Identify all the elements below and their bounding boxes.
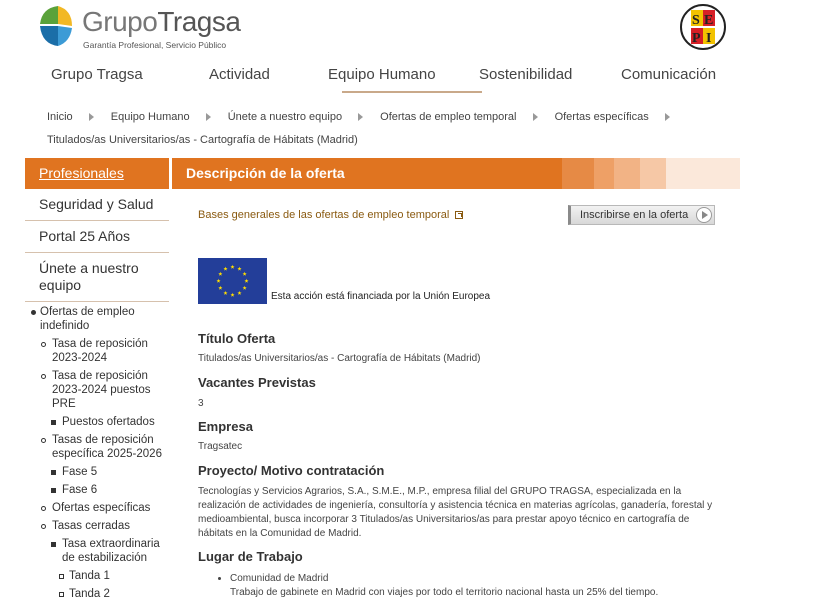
vacantes-heading: Vacantes Previstas <box>198 375 316 390</box>
breadcrumb <box>47 106 747 152</box>
lugar-detail: Trabajo de gabinete en Madrid con viajes por todo el territorio nacional hasta un 25% del tiempo. <box>230 587 659 598</box>
svg-text:I: I <box>706 31 712 46</box>
bullet-icon <box>41 374 46 379</box>
breadcrumb-arrow-icon <box>206 113 211 121</box>
nav-sostenibilidad[interactable]: Sostenibilidad <box>479 66 573 83</box>
tree-item-tanda-2[interactable]: Tanda 2 <box>69 588 110 600</box>
tree-item-tasas-2025[interactable]: Tasas de reposición específica 2025-2026 <box>52 434 162 460</box>
tragsa-leaf-icon <box>36 4 74 48</box>
breadcrumb-ofertas-temporal[interactable]: Ofertas de empleo temporal <box>380 111 517 123</box>
breadcrumb-current: Titulados/as Universitarios/as - Cartografía de Hábitats (Madrid) <box>47 134 358 146</box>
tree-item-ofertas-especificas[interactable]: Ofertas específicas <box>52 502 151 514</box>
logo-tagline: Garantía Profesional, Servicio Público <box>83 40 227 50</box>
inscribirse-button[interactable]: Inscribirse en la oferta <box>568 205 715 225</box>
breadcrumb-unete[interactable]: Únete a nuestro equipo <box>227 111 343 123</box>
tree-item-tasa-2023-pre[interactable]: Tasa de reposición 2023-2024 puestos PRE <box>52 370 151 410</box>
bases-generales-link[interactable]: Bases generales de las ofertas de empleo temporal <box>198 209 463 221</box>
logo-wordmark: GrupoTragsa <box>82 6 241 37</box>
bullet-icon <box>51 470 56 475</box>
bullet-icon <box>51 542 56 547</box>
svg-text:P: P <box>692 31 701 46</box>
nav-comunicacion[interactable]: Comunicación <box>621 66 717 83</box>
arrow-right-icon <box>696 207 712 223</box>
bullet-icon <box>41 524 46 529</box>
proyecto-description: Tecnologías y Servicios Agrarios, S.A., S.M.E., M.P., empresa filial del GRUPO TRAGSA, especializada en la realización de actividades de ingeniería, consultoría y asistencia técnica en materias agrícolas, ganadería, forestal y medioambiental, busca incorporar 3 Titulados/as Universitarios/as para prestar apoyo técnico en cartografía de hábitats en la Comunidad de Madrid. <box>198 486 713 539</box>
sepi-logo[interactable] <box>680 4 726 50</box>
eu-funding-caption: Esta acción está financiada por la Unión Europea <box>271 291 491 302</box>
empresa-value: Tragsatec <box>198 441 243 452</box>
sidebar-item-portal-25[interactable]: Portal 25 Años <box>25 221 169 253</box>
empresa-heading: Empresa <box>198 419 253 434</box>
lugar-heading: Lugar de Trabajo <box>198 549 303 564</box>
bullet-icon <box>41 438 46 443</box>
titulo-heading: Título Oferta <box>198 331 276 346</box>
sidebar-tree <box>25 302 169 601</box>
bullet-icon <box>59 574 64 579</box>
list-item <box>218 572 658 586</box>
tree-item-tanda-1[interactable]: Tanda 1 <box>69 570 110 582</box>
bullet-icon <box>51 420 56 425</box>
offer-title-bar <box>172 158 740 189</box>
bullet-icon <box>31 310 36 315</box>
breadcrumb-arrow-icon <box>533 113 538 121</box>
nav-equipo-humano[interactable]: Equipo Humano <box>328 66 436 83</box>
bullet-icon <box>51 488 56 493</box>
breadcrumb-equipo-humano[interactable]: Equipo Humano <box>110 111 190 123</box>
nav-actividad[interactable]: Actividad <box>209 66 270 83</box>
tree-item-fase-5[interactable]: Fase 5 <box>62 466 98 478</box>
lugar-list <box>218 572 658 600</box>
tree-item-puestos-ofertados[interactable]: Puestos ofertados <box>62 416 155 428</box>
external-link-icon <box>455 211 463 219</box>
sidebar-item-unete[interactable]: Únete a nuestro equipo <box>25 253 169 302</box>
breadcrumb-ofertas-especificas[interactable]: Ofertas específicas <box>554 111 649 123</box>
tree-item-tasa-extraordinaria[interactable]: Tasa extraordinaria de estabilización <box>62 538 160 564</box>
breadcrumb-inicio[interactable]: Inicio <box>47 111 73 123</box>
bullet-icon <box>218 577 221 580</box>
page-title: Descripción de la oferta <box>186 165 345 181</box>
nav-grupo-tragsa[interactable]: Grupo Tragsa <box>51 66 143 83</box>
svg-text:S: S <box>692 13 700 28</box>
bullet-icon <box>41 342 46 347</box>
bullet-icon <box>41 506 46 511</box>
proyecto-heading: Proyecto/ Motivo contratación <box>198 463 385 478</box>
titulo-value: Titulados/as Universitarios/as - Cartografía de Hábitats (Madrid) <box>198 353 481 364</box>
svg-text:E: E <box>704 13 714 28</box>
lugar-item: Comunidad de Madrid <box>230 573 329 584</box>
nav-active-underline <box>342 91 482 93</box>
tree-item-tasa-2023[interactable]: Tasa de reposición 2023-2024 <box>52 338 148 364</box>
tree-item-tasas-cerradas[interactable]: Tasas cerradas <box>52 520 130 532</box>
breadcrumb-arrow-icon <box>358 113 363 121</box>
eu-flag-icon <box>198 258 267 304</box>
site-header <box>0 0 820 60</box>
breadcrumb-arrow-icon <box>665 113 670 121</box>
vacantes-value: 3 <box>198 398 204 409</box>
tree-item-fase-6[interactable]: Fase 6 <box>62 484 98 496</box>
sidebar <box>25 158 169 605</box>
grupo-tragsa-logo[interactable] <box>36 4 256 52</box>
sidebar-item-seguridad[interactable]: Seguridad y Salud <box>25 189 169 221</box>
breadcrumb-arrow-icon <box>89 113 94 121</box>
main-nav <box>30 60 750 94</box>
sidebar-item-profesionales[interactable]: Profesionales <box>25 158 169 189</box>
tree-item-ofertas-indefinido[interactable]: Ofertas de empleo indefinido <box>40 306 135 332</box>
bullet-icon <box>59 592 64 597</box>
